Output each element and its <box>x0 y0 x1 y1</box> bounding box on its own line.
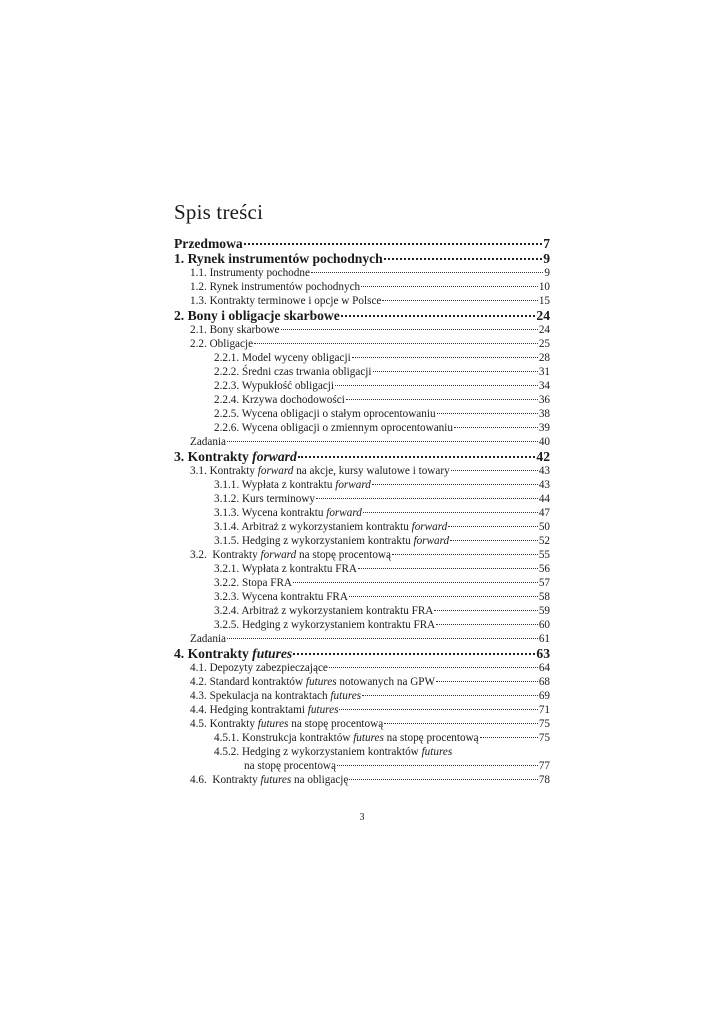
toc-entry-label: 4.4. Hedging kontraktami futures <box>190 704 339 716</box>
toc-page-number: 59 <box>538 605 550 617</box>
toc-entry[interactable] <box>174 478 550 492</box>
toc-page-number: 71 <box>538 704 550 716</box>
dot-leader <box>339 709 537 710</box>
dot-leader <box>341 315 536 317</box>
toc-entry-label: 3.1. Kontrakty forward na akcje, kursy walutowe i towary <box>190 465 450 477</box>
toc-entry-label: 4.5.1. Konstrukcja kontraktów futures na stopę procentową <box>214 732 479 744</box>
toc-entry[interactable] <box>174 421 550 435</box>
toc-page-number: 9 <box>543 251 550 266</box>
toc-entry[interactable] <box>174 393 550 407</box>
dot-leader <box>372 484 538 485</box>
toc-page-number: 38 <box>538 408 550 420</box>
toc-entry[interactable] <box>174 435 550 449</box>
toc-entry-label: 3.1.5. Hedging z wykorzystaniem kontraktu forward <box>214 535 450 547</box>
toc-entry[interactable] <box>174 407 550 421</box>
toc-entry-label: 2.2.3. Wypukłość obligacji <box>214 380 334 392</box>
toc-entry-label: Zadania <box>190 436 227 448</box>
toc-page-number: 36 <box>538 394 550 406</box>
toc-page-number: 75 <box>538 718 550 730</box>
toc-entry-label: 2.2.2. Średni czas trwania obligacji <box>214 366 372 378</box>
toc-page-number: 44 <box>538 493 550 505</box>
toc-entry-label: 3.2.3. Wycena kontraktu FRA <box>214 591 348 603</box>
dot-leader <box>254 343 538 344</box>
page-number: 3 <box>359 812 365 823</box>
toc-entry-label: 4. Kontrakty futures <box>174 646 293 661</box>
page-title: Spis treści <box>174 200 264 224</box>
toc-entry[interactable] <box>174 506 550 520</box>
toc-page-number: 28 <box>538 352 550 364</box>
toc-entry[interactable] <box>174 745 550 759</box>
toc-page-number: 56 <box>538 563 550 575</box>
dot-leader <box>311 272 543 273</box>
toc-entry-label: 3.2.1. Wypłata z kontraktu FRA <box>214 563 357 575</box>
toc-entry[interactable] <box>174 351 550 365</box>
toc-entry-label: 3. Kontrakty forward <box>174 449 297 464</box>
toc-chapter-entry[interactable] <box>174 236 550 251</box>
toc-entry-label: 2.2.4. Krzywa dochodowości <box>214 394 345 406</box>
dot-leader <box>437 413 538 414</box>
dot-leader <box>337 765 538 766</box>
toc-page-number: 47 <box>538 507 550 519</box>
toc-entry[interactable] <box>174 773 550 787</box>
dot-leader <box>349 596 538 597</box>
toc-chapter-entry[interactable] <box>174 308 550 323</box>
toc-entry-label: 1. Rynek instrumentów pochodnych <box>174 251 383 266</box>
toc-entry-label: 3.1.2. Kurs terminowy <box>214 493 315 505</box>
toc-page-number: 9 <box>544 267 550 279</box>
toc-entry-label: 2.2.6. Wycena obligacji o zmiennym oprocentowaniu <box>214 422 453 434</box>
dot-leader <box>298 456 536 458</box>
toc-entry-label: 2.2.5. Wycena obligacji o stałym oprocentowaniu <box>214 408 436 420</box>
toc-page-number: 52 <box>538 535 550 547</box>
toc-chapter-entry[interactable] <box>174 646 550 661</box>
toc-page-number: 78 <box>538 774 550 786</box>
dot-leader <box>293 653 535 655</box>
toc-page-number: 24 <box>536 308 550 323</box>
toc-entry-label: 3.2.2. Stopa FRA <box>214 577 293 589</box>
toc-chapter-entry[interactable] <box>174 251 550 266</box>
dot-leader <box>363 512 538 513</box>
toc-page-number: 58 <box>538 591 550 603</box>
dot-leader <box>346 399 538 400</box>
toc-entry[interactable] <box>174 562 550 576</box>
toc-entry[interactable] <box>174 365 550 379</box>
toc-page-number: 64 <box>538 662 550 674</box>
dot-leader <box>384 723 538 724</box>
dot-leader <box>281 329 538 330</box>
dot-leader <box>454 427 538 428</box>
dot-leader <box>436 624 538 625</box>
toc-entry-label: Zadania <box>190 633 227 645</box>
toc-entry[interactable] <box>174 548 550 562</box>
toc-page-number: 60 <box>538 619 550 631</box>
toc-entry-label: 4.1. Depozyty zabezpieczające <box>190 662 328 674</box>
toc-entry[interactable] <box>174 266 550 280</box>
dot-leader <box>362 695 538 696</box>
toc-entry-label: 3.1.1. Wypłata z kontraktu forward <box>214 479 371 491</box>
toc-entry[interactable] <box>174 520 550 534</box>
toc-entry[interactable] <box>174 731 550 745</box>
dot-leader <box>384 258 542 260</box>
toc-page-number: 50 <box>538 521 550 533</box>
toc-page-number: 69 <box>538 690 550 702</box>
dot-leader <box>316 498 538 499</box>
toc-entry-label: 1.1. Instrumenty pochodne <box>190 267 310 279</box>
toc-entry[interactable] <box>174 337 550 351</box>
table-of-contents <box>174 236 550 787</box>
toc-entry[interactable] <box>174 689 550 703</box>
dot-leader <box>349 779 537 780</box>
dot-leader <box>293 582 538 583</box>
toc-entry[interactable] <box>174 379 550 393</box>
toc-page-number: 55 <box>538 549 550 561</box>
toc-page-number: 25 <box>538 338 550 350</box>
dot-leader <box>373 371 538 372</box>
toc-entry[interactable] <box>174 703 550 717</box>
toc-page-number: 75 <box>538 732 550 744</box>
toc-entry-label: 4.3. Spekulacja na kontraktach futures <box>190 690 362 702</box>
dot-leader <box>227 441 538 442</box>
toc-page-number: 42 <box>536 449 550 464</box>
toc-page-number: 40 <box>538 436 550 448</box>
dot-leader <box>448 526 538 527</box>
toc-entry-label: 2.2.1. Model wyceny obligacji <box>214 352 351 364</box>
toc-page-number: 43 <box>538 479 550 491</box>
dot-leader <box>361 286 538 287</box>
toc-entry[interactable] <box>174 534 550 548</box>
toc-entry-label: Przedmowa <box>174 236 243 251</box>
toc-entry-label: 4.2. Standard kontraktów futures notowanych na GPW <box>190 676 436 688</box>
dot-leader <box>352 357 538 358</box>
toc-entry-label: 1.3. Kontrakty terminowe i opcje w Polsce <box>190 295 382 307</box>
toc-entry-label: 2.1. Bony skarbowe <box>190 324 280 336</box>
dot-leader <box>227 638 538 639</box>
toc-entry[interactable] <box>174 604 550 618</box>
toc-entry-label: 3.2.5. Hedging z wykorzystaniem kontraktu FRA <box>214 619 436 631</box>
toc-page-number: 63 <box>536 646 550 661</box>
toc-page-number: 61 <box>538 633 550 645</box>
toc-entry[interactable] <box>174 280 550 294</box>
toc-page-number: 39 <box>538 422 550 434</box>
toc-entry-label: na stopę procentową <box>244 760 336 772</box>
dot-leader <box>382 300 537 301</box>
toc-entry[interactable] <box>174 717 550 731</box>
toc-entry-label: 3.2. Kontrakty forward na stopę procentową <box>190 549 391 561</box>
toc-entry[interactable] <box>174 576 550 590</box>
toc-entry[interactable] <box>174 590 550 604</box>
toc-page-number: 24 <box>538 324 550 336</box>
dot-leader <box>451 470 538 471</box>
toc-entry[interactable] <box>174 323 550 337</box>
dot-leader <box>480 737 538 738</box>
toc-entry[interactable] <box>174 632 550 646</box>
toc-entry[interactable] <box>174 759 550 773</box>
dot-leader <box>450 540 538 541</box>
toc-entry-label: 3.1.3. Wycena kontraktu forward <box>214 507 362 519</box>
toc-entry-label: 4.5. Kontrakty futures na stopę procentową <box>190 718 384 730</box>
toc-entry-label: 2. Bony i obligacje skarbowe <box>174 308 340 323</box>
toc-entry[interactable] <box>174 492 550 506</box>
toc-page-number: 43 <box>538 465 550 477</box>
dot-leader <box>434 610 537 611</box>
toc-entry-label: 3.1.4. Arbitraż z wykorzystaniem kontraktu forward <box>214 521 448 533</box>
toc-entry-label: 3.2.4. Arbitraż z wykorzystaniem kontraktu FRA <box>214 605 434 617</box>
dot-leader <box>335 385 538 386</box>
toc-chapter-entry[interactable] <box>174 449 550 464</box>
toc-page-number: 34 <box>538 380 550 392</box>
toc-page-number: 57 <box>538 577 550 589</box>
toc-page-number: 68 <box>538 676 550 688</box>
toc-entry[interactable] <box>174 464 550 478</box>
toc-page-number: 7 <box>543 236 550 251</box>
dot-leader <box>329 667 538 668</box>
toc-page-number: 10 <box>538 281 550 293</box>
toc-entry[interactable] <box>174 618 550 632</box>
dot-leader <box>358 568 538 569</box>
toc-entry[interactable] <box>174 661 550 675</box>
dot-leader <box>392 554 538 555</box>
toc-entry-label: 4.6. Kontrakty futures na obligację <box>190 774 349 786</box>
toc-entry-label: 2.2. Obligacje <box>190 338 254 350</box>
toc-entry-label: 1.2. Rynek instrumentów pochodnych <box>190 281 361 293</box>
toc-entry-label: 4.5.2. Hedging z wykorzystaniem kontraktów futures <box>214 746 453 758</box>
toc-entry[interactable] <box>174 675 550 689</box>
dot-leader <box>244 243 543 245</box>
toc-page-number: 77 <box>538 760 550 772</box>
toc-entry[interactable] <box>174 294 550 308</box>
toc-page-number: 15 <box>538 295 550 307</box>
toc-page-number: 31 <box>538 366 550 378</box>
dot-leader <box>436 681 538 682</box>
